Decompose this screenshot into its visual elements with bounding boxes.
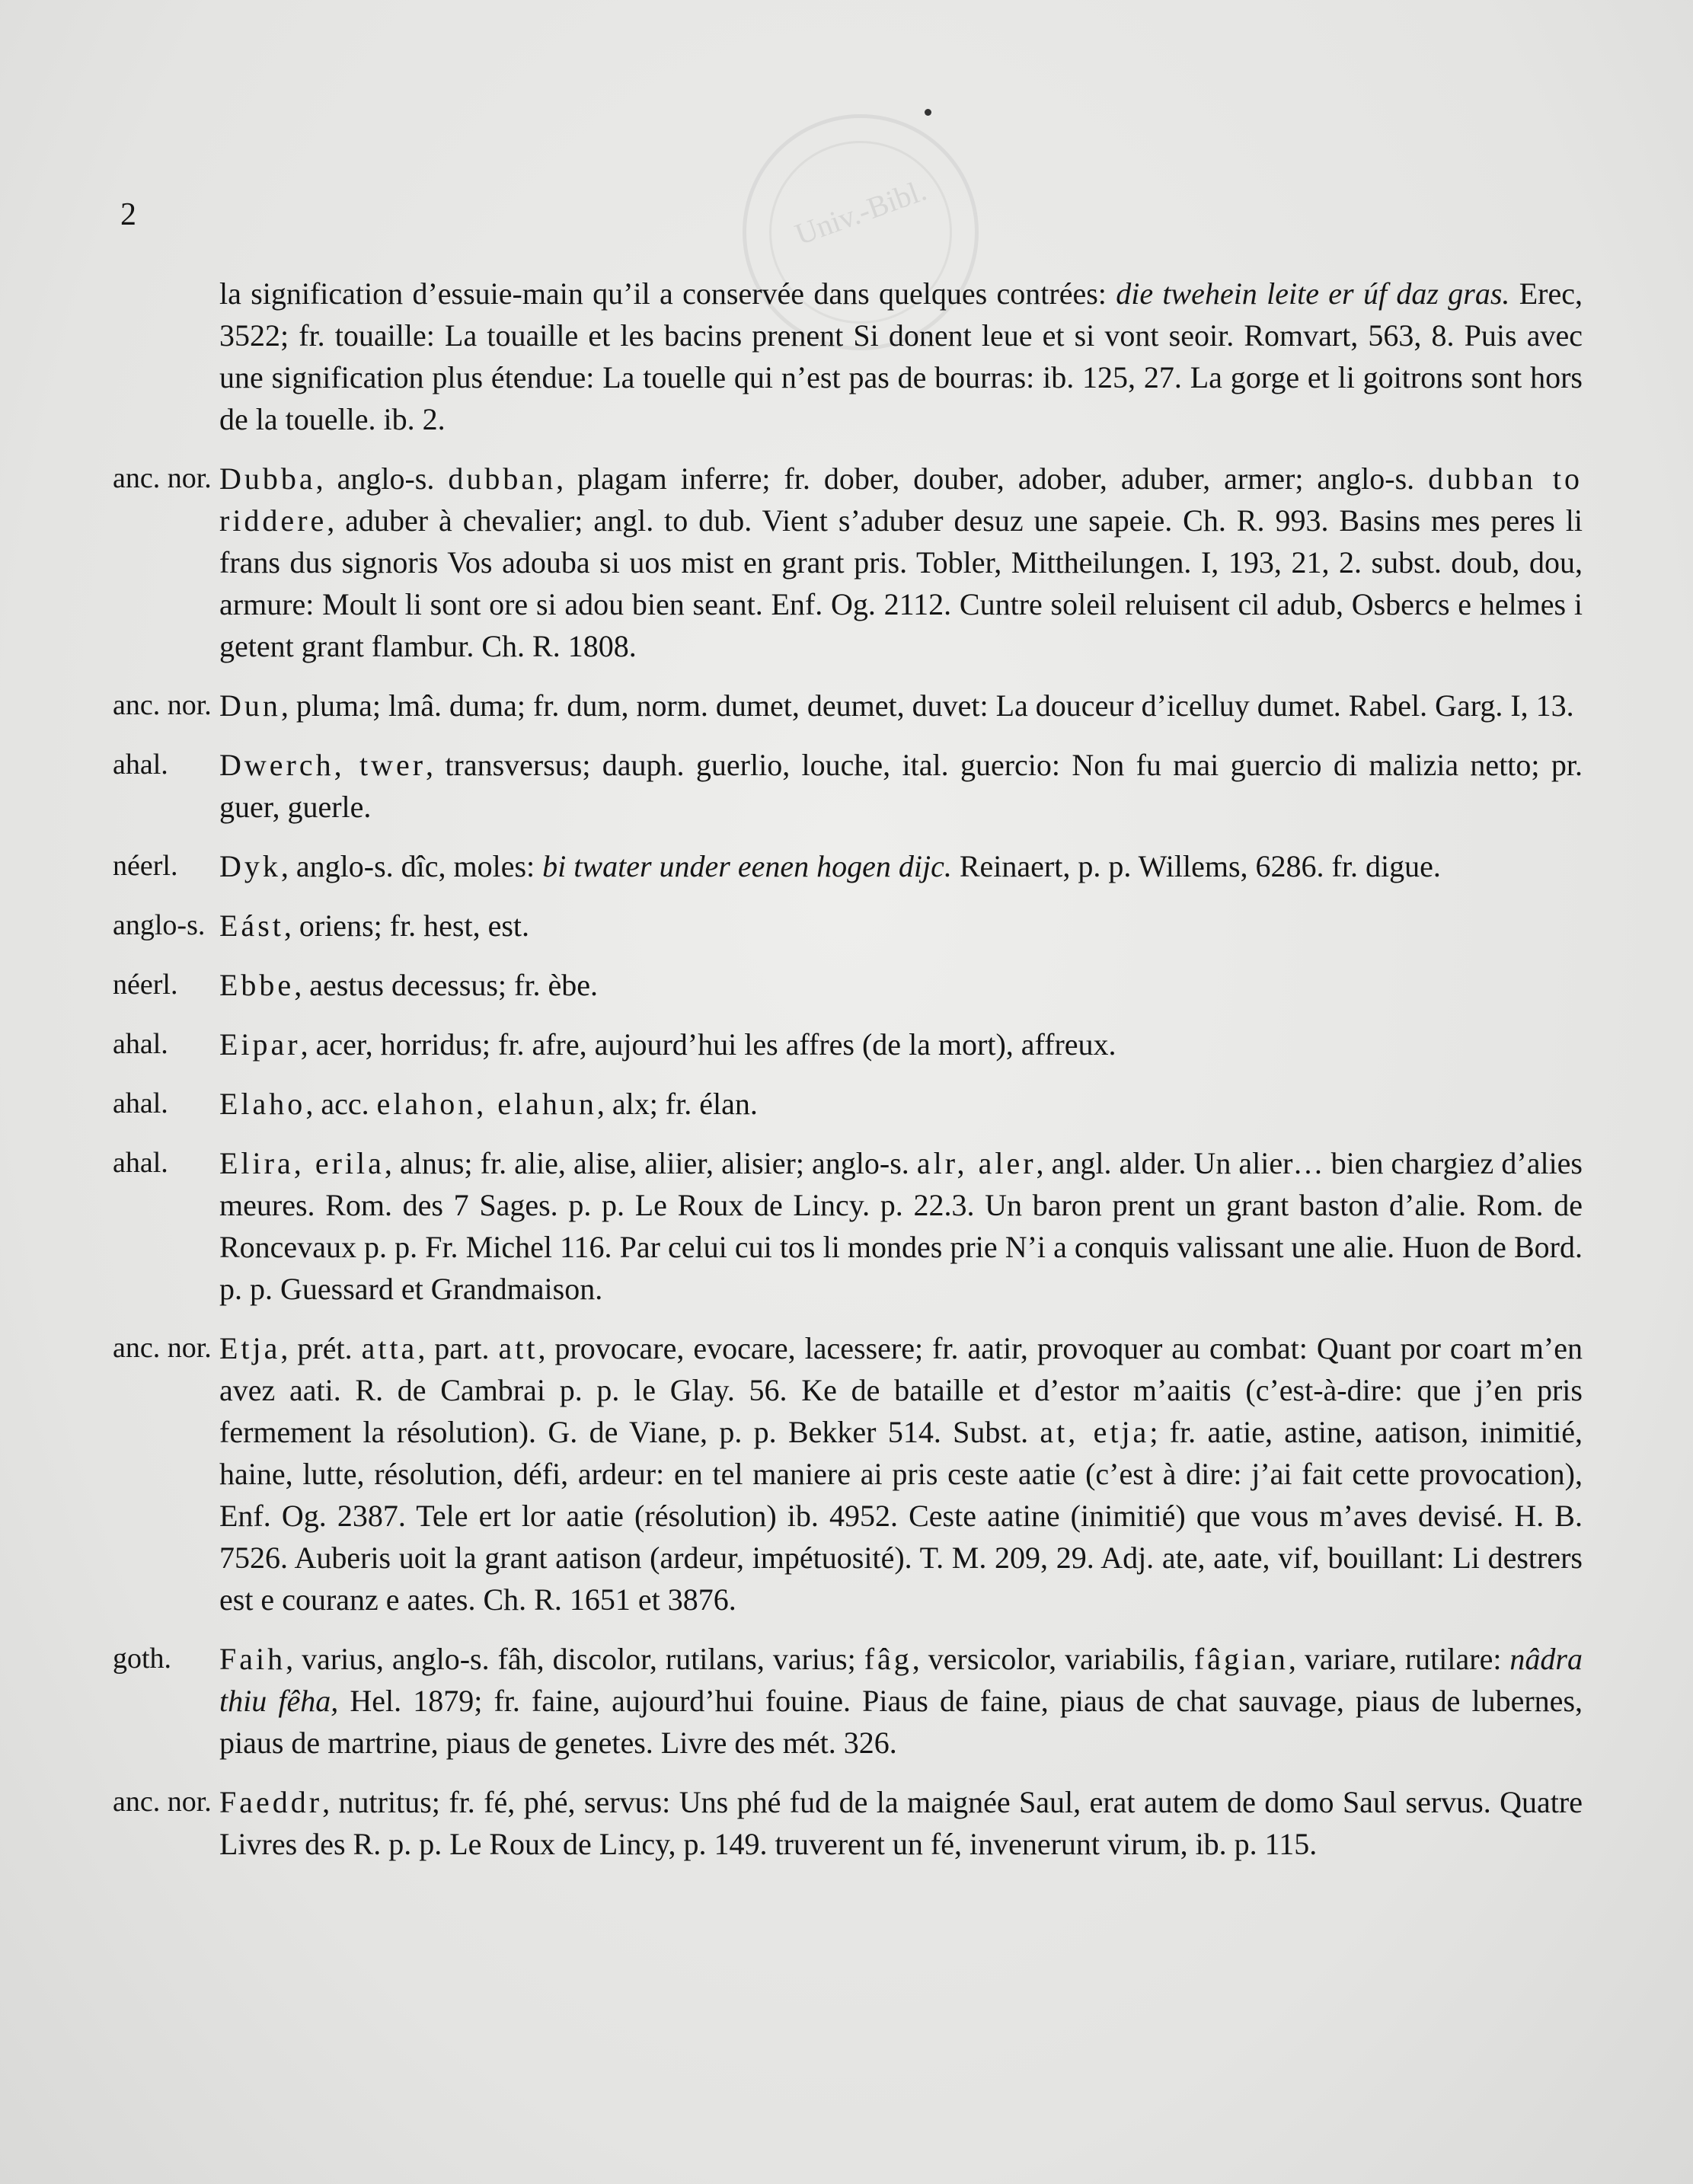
entry-language: ahal. <box>113 749 168 781</box>
entry-segment: la signification d’essuie-main qu’il a conservée dans quelques contrées: <box>219 276 1116 311</box>
headword: Faih <box>219 1642 286 1676</box>
headword: fâgian <box>1193 1642 1289 1676</box>
dictionary-entry <box>113 1327 1590 1620</box>
library-stamp-text: Univ.-Bibl. <box>790 172 931 252</box>
entry-language: néerl. <box>113 850 178 882</box>
quotation: die twehein leite er úf daz gras. <box>1116 276 1510 311</box>
headword: Elira, erila <box>219 1146 385 1180</box>
entry-text <box>219 1083 1583 1125</box>
headword: Elaho <box>219 1087 306 1121</box>
entry-text <box>219 1023 1583 1065</box>
entry-segment: , provocare, evocare, lacessere; fr. aatir, provoquer au combat: Quant por coart m’en avez aati. R. de Cambrai p. p. le Glay. 56. Ke de bataille et d’estor m’aaitis (c’est-à-dire: que j’en pris fermement la résolution). G. de Viane, p. p. Bekker 514. Subst. <box>219 1331 1583 1449</box>
entry-language: anc. nor. <box>113 1786 212 1818</box>
entry-segment: , prét. <box>280 1331 362 1365</box>
dictionary-entry <box>113 845 1590 887</box>
headword: Eipar <box>219 1027 301 1062</box>
dictionary-entry <box>113 905 1590 947</box>
entry-segment: , anglo-s. <box>315 461 449 496</box>
entry-segment: ; fr. aatie, astine, aatison, inimitié, haine, lutte, résolution, défi, ardeur: en tel maniere ai pris ceste aatie (c’est à dire: j’ai fait cette provocation), Enf. Og. 2387. Tele ert lor aatie (résolution) ib. 4952. Ceste aatine (inimitié) que vous m’aves devisé. H. B. 7526. Auberis uoit la grant aatison (ardeur, impétuosité). T. M. 209, 29. Adj. ate, aate, vif, bouillant: Li destrers est e couranz e aates. Ch. R. 1651 et 3876. <box>219 1415 1583 1617</box>
entry-language: anc. nor. <box>113 462 212 494</box>
entry-language: anglo-s. <box>113 909 206 941</box>
entry-segment: , pluma; lmâ. duma; fr. dum, norm. dumet, deumet, duvet: La douceur d’icelluy dumet. Rabel. Garg. I, 13. <box>280 688 1574 723</box>
dictionary-entry <box>113 273 1590 440</box>
entry-segment: , nutritus; fr. fé, phé, servus: Uns phé fud de la maignée Saul, erat autem de domo Saul servus. Quatre Livres des R. p. p. Le Roux de Lincy, p. 149. truverent un fé, invenerunt virum, ib. p. 115. <box>219 1785 1583 1861</box>
entry-segment: , oriens; fr. hest, est. <box>283 908 530 943</box>
entry-language: ahal. <box>113 1028 168 1060</box>
dictionary-entry <box>113 1781 1590 1865</box>
dictionary-entries <box>113 273 1590 1882</box>
entry-segment: Erec, 3522; fr. touaille: La touaille et les bacins prenent Si donent leue et si vont seoir. Romvart, 563, 8. Puis avec une signification plus étendue: La touelle qui n’est pas de bourras: ib. 125, 27. La gorge et li goitrons sont hors de la touelle. ib. 2. <box>219 276 1583 436</box>
entry-segment: , variare, rutilare: <box>1288 1642 1510 1676</box>
entry-text <box>219 1638 1583 1764</box>
entry-segment: , aduber à chevalier; angl. to dub. Vient s’aduber desuz une sapeie. Ch. R. 993. Basins mes peres li frans dus signoris Vos adouba si uos mist en grant pris. Tobler, Mittheilungen. I, 193, 21, 2. subst. doub, dou, armure: Moult li sont ore si adou bien seant. Enf. Og. 2112. Cuntre soleil reluisent cil adub, Osbercs e helmes i getent grant flambur. Ch. R. 1808. <box>219 503 1583 663</box>
ink-dot <box>925 109 931 116</box>
entry-language: ahal. <box>113 1087 168 1119</box>
dictionary-entry <box>113 1023 1590 1065</box>
entry-language <box>113 273 219 440</box>
entry-language: anc. nor. <box>113 689 212 721</box>
headword: Dubba <box>219 461 316 496</box>
entry-segment: , angl. alder. Un alier… bien chargiez d’alies meures. Rom. des 7 Sages. p. p. Le Roux de Lincy. p. 22.3. Un baron prent un grant baston d’alie. Rom. de Roncevaux p. p. Fr. Michel 116. Par celui cui tos li mondes prie N’i a conquis valissant une alie. Huon de Bord. p. p. Guessard et Grandmaison. <box>219 1146 1583 1306</box>
headword: Ebbe <box>219 968 295 1002</box>
entry-segment: , anglo-s. dîc, moles: <box>280 849 543 883</box>
entry-segment: , alnus; fr. alie, alise, aliier, alisier; anglo-s. <box>384 1146 917 1180</box>
headword: alr, aler <box>916 1146 1037 1180</box>
entry-segment: , plagam inferre; fr. dober, douber, adober, aduber, armer; anglo-s. <box>556 461 1429 496</box>
headword: elahon, elahun <box>376 1087 597 1121</box>
headword: at, etja <box>1040 1415 1150 1449</box>
entry-text <box>219 845 1583 887</box>
headword: Faeddr <box>219 1785 323 1819</box>
headword: atta <box>361 1331 418 1365</box>
headword: dubban to riddere <box>219 461 1583 538</box>
dictionary-entry <box>113 1638 1590 1764</box>
entry-segment: , aestus decessus; fr. èbe. <box>294 968 598 1002</box>
headword: dubban <box>448 461 557 496</box>
entry-text <box>219 1327 1583 1620</box>
entry-segment: , versicolor, variabilis, <box>912 1642 1194 1676</box>
entry-text <box>219 964 1583 1006</box>
entry-text <box>219 1781 1583 1865</box>
headword: Etja <box>219 1331 281 1365</box>
entry-segment: , acer, horridus; fr. afre, aujourd’hui les affres (de la mort), affreux. <box>300 1027 1116 1062</box>
dictionary-entry <box>113 458 1590 667</box>
entry-segment: , alx; fr. élan. <box>596 1087 758 1121</box>
entry-segment: Reinaert, p. p. Willems, 6286. fr. digue. <box>951 849 1441 883</box>
quotation: nâdra thiu fêha, <box>219 1642 1583 1718</box>
entry-segment: , transversus; dauph. guerlio, louche, ital. guercio: Non fu mai guercio di malizia netto; pr. guer, guerle. <box>219 748 1583 824</box>
entry-segment: , varius, anglo-s. fâh, discolor, rutilans, varius; <box>286 1642 864 1676</box>
dictionary-entry <box>113 744 1590 828</box>
entry-language: anc. nor. <box>113 1332 212 1364</box>
page-number: 2 <box>120 197 136 232</box>
dictionary-entry <box>113 964 1590 1006</box>
entry-text <box>219 458 1583 667</box>
headword: Dyk <box>219 849 281 883</box>
quotation: bi twater under eenen hogen dijc. <box>542 849 952 883</box>
entry-language: goth. <box>113 1643 172 1675</box>
entry-language: néerl. <box>113 969 178 1001</box>
headword: Dun <box>219 688 281 723</box>
headword: Dwerch, twer <box>219 748 426 782</box>
headword: att <box>498 1331 538 1365</box>
entry-language: ahal. <box>113 1147 168 1179</box>
entry-text <box>219 685 1583 726</box>
dictionary-entry <box>113 1142 1590 1310</box>
dictionary-entry <box>113 685 1590 726</box>
entry-segment: , acc. <box>305 1087 377 1121</box>
entry-text <box>219 273 1583 440</box>
entry-text <box>219 1142 1583 1310</box>
entry-segment: Hel. 1879; fr. faine, aujourd’hui fouine. Piaus de faine, piaus de chat sauvage, piaus de lubernes, piaus de martrine, piaus de genetes. Livre des mét. 326. <box>219 1684 1583 1760</box>
dictionary-entry <box>113 1083 1590 1125</box>
headword: fâg <box>864 1642 912 1676</box>
entry-text <box>219 744 1583 828</box>
entry-segment: , part. <box>417 1331 499 1365</box>
entry-text <box>219 905 1583 947</box>
headword: Eást <box>219 908 284 943</box>
